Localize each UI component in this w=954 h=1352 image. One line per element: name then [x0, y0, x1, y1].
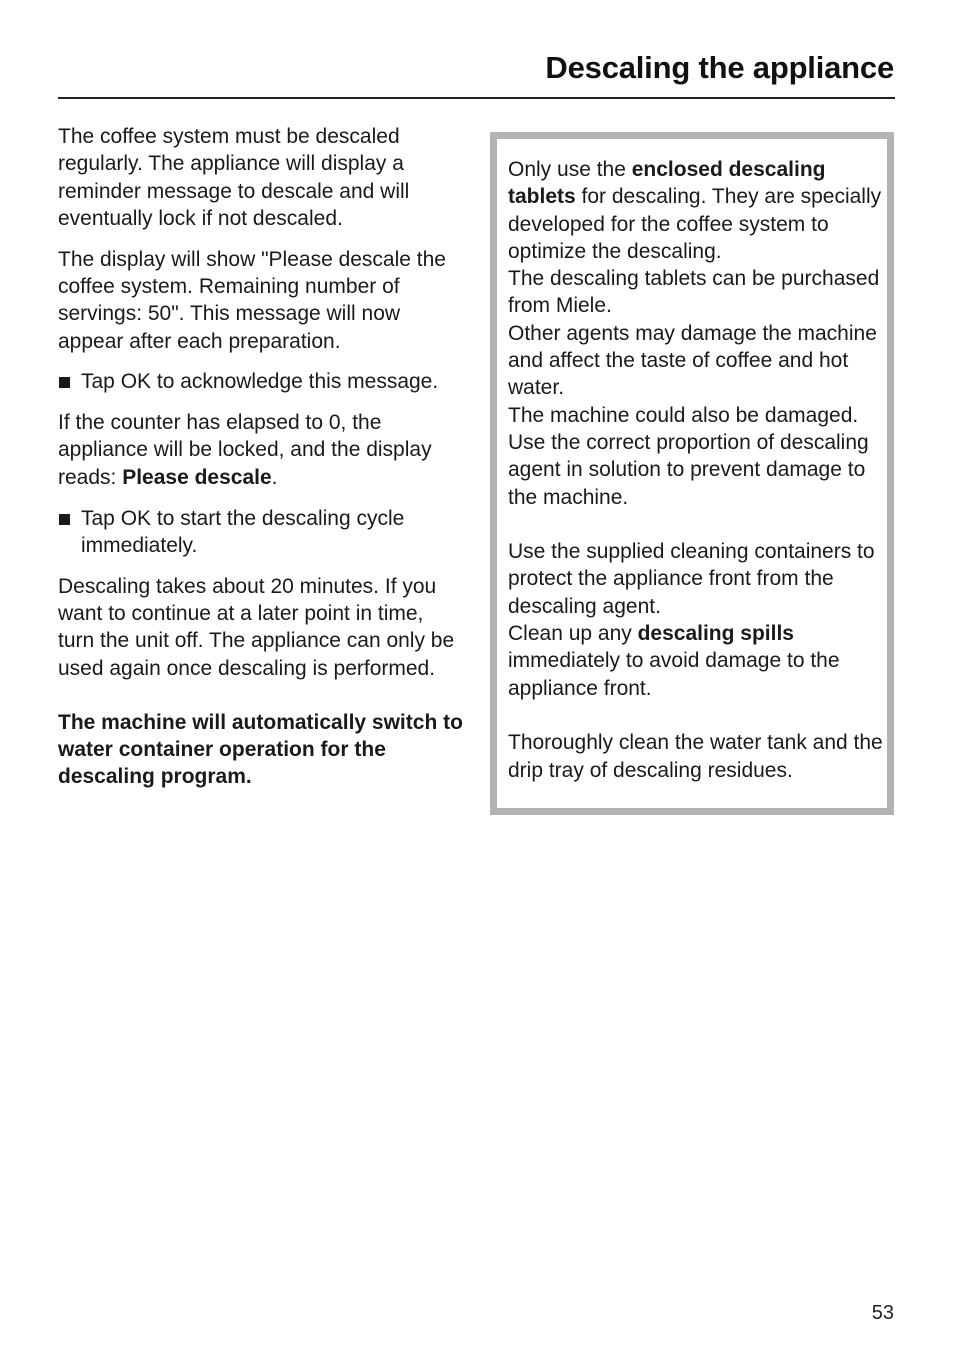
warning-text: Clean up any: [508, 622, 638, 646]
warning-text: immediately to avoid damage to the appliance front.: [508, 649, 840, 700]
warning-text: The descaling tablets can be purchased from Miele.: [508, 267, 880, 318]
display-message-paragraph: The display will show "Please descale the coffee system. Remaining number of servings: 50". This message will now appear after each preparation.: [58, 247, 446, 353]
warning-text: Only use the: [508, 158, 632, 181]
warning-cleaning-block: Thoroughly clean the water tank and the drip tray of descaling residues.: [508, 731, 883, 782]
instruction-acknowledge: [58, 368, 464, 395]
warning-content: [508, 156, 883, 784]
title-divider: [58, 97, 895, 99]
descaling-spills-label: descaling spills: [637, 622, 794, 646]
square-bullet-icon: [59, 514, 70, 525]
warning-text: Use the correct proportion of descaling agent in solution to prevent damage to the machine.: [508, 430, 869, 509]
please-descale-label: Please descale: [122, 465, 272, 489]
warning-containers-block: [508, 538, 883, 702]
main-text-column: [58, 123, 464, 804]
enclosed-tablets-label: enclosed descaling tablets: [508, 158, 826, 209]
instruction-start-cycle: [58, 505, 464, 560]
warning-tablets-block: [508, 156, 883, 511]
locked-text: If the counter has elapsed to 0, the appliance will be locked, and the display reads:: [58, 411, 432, 489]
water-container-note: The machine will automatically switch to water container operation for the descaling program.: [58, 710, 463, 789]
locked-text-end: .: [271, 465, 278, 489]
warning-text: The machine could also be damaged.: [508, 403, 859, 427]
locked-paragraph: [58, 409, 464, 491]
page-title: Descaling the appliance: [545, 50, 894, 85]
warning-text: Other agents may damage the machine and affect the taste of coffee and hot water.: [508, 321, 877, 400]
intro-paragraph: The coffee system must be descaled regularly. The appliance will display a reminder message to descale and will eventually lock if not descaled.: [58, 125, 410, 230]
warning-box: [490, 132, 894, 815]
warning-text: for descaling. They are specially developed for the coffee system to optimize the descaling.: [508, 185, 882, 263]
square-bullet-icon: [59, 377, 70, 388]
warning-text: Use the supplied cleaning containers to protect the appliance front from the descaling agent.: [508, 540, 875, 618]
instruction-text: Tap OK to start the descaling cycle immediately.: [81, 506, 405, 557]
duration-paragraph: Descaling takes about 20 minutes. If you want to continue at a later point in time, turn the unit off. The appliance can only be used again once descaling is performed.: [58, 574, 455, 680]
instruction-text: Tap OK to acknowledge this message.: [81, 370, 439, 394]
page-number: 53: [871, 1302, 894, 1324]
